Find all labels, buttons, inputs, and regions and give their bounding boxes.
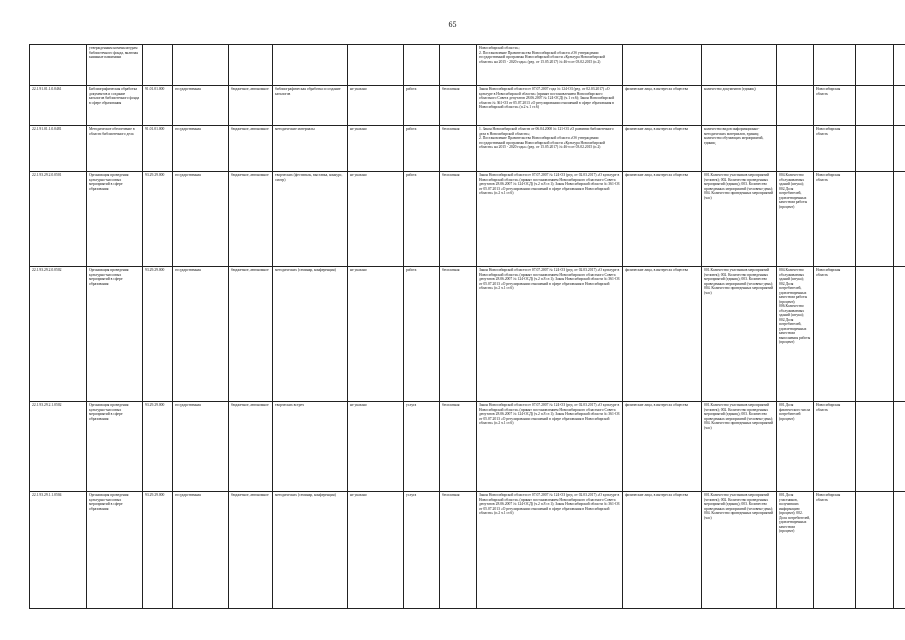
cell-volume: 001.Доля участников, получивших информацию (процент); 002. Доля потребителей, удовлетворенных качеством (процент) — [777, 492, 814, 609]
cell-extra2 — [894, 402, 905, 492]
cell-consumers: физические лица, в интересах общества — [623, 402, 702, 492]
cell-name: Организация проведения культурно-массовых мероприятий в сфере образования — [87, 267, 143, 402]
cell-code: 22.1.91.01.1.0.0461 — [30, 86, 87, 126]
cell-kind — [404, 45, 440, 86]
cell-okved: 93.29.29.000 — [143, 402, 173, 492]
cell-indicators — [702, 45, 777, 86]
cell-extra1 — [856, 267, 894, 402]
cell-code: 22.1.93.29.1.1.0504 — [30, 492, 87, 609]
cell-content: библиографическая обработка и создание каталогов — [273, 86, 348, 126]
cell-payment: не указано — [348, 172, 404, 267]
cell-payment: не указано — [348, 492, 404, 609]
cell-payment — [348, 45, 404, 86]
cell-cost: бесплатная — [440, 267, 477, 402]
cell-legal-basis: 1. Закон Новосибирской области от 06.04.2000 № 121-ОЗ «О развитии библиотечного дела в Новосибирской области»; 2. Постановление Правительства Новосибирской области «Об утверждении государственной программы Новосибирской области «Культура Новосибирской области» на 2015 - 2020 годы» (ред. от 15.05.2017) № 46-п от 03.02.2015 (п.2) — [477, 126, 623, 172]
cell-volume — [777, 126, 814, 172]
cell-form: государственная — [173, 172, 229, 267]
table-row — [30, 492, 905, 609]
cell-institution-type: бюджетное, автономное — [229, 267, 273, 402]
table-row — [30, 126, 905, 172]
cell-consumers: физические лица, в интересах общества — [623, 172, 702, 267]
cell-name: Организация проведения культурно-массовых мероприятий в сфере образования — [87, 402, 143, 492]
cell-content — [273, 45, 348, 86]
cell-payment: не указано — [348, 126, 404, 172]
cell-form: государственная — [173, 267, 229, 402]
cell-authority: Новосибирская область — [814, 267, 856, 402]
cell-legal-basis: Закон Новосибирской области от 07.07.2007 № 124-ОЗ (ред. от 02.03.2017) «О культуре в Новосибирской области» (принят постановлением Новосибирского областного Совета депутатов 28.06.2007 № 124-ОСД) (ч.2 п.8 ст.1); Закон Новосибирской области № 361-ОЗ от 05.07.2013 «О регулировании отношений в сфере образования в Новосибирской области» (п.2 ч.1 ст.6) — [477, 172, 623, 267]
cell-payment: не указано — [348, 402, 404, 492]
cell-content: творческих встреч — [273, 402, 348, 492]
cell-legal-basis: Новосибирской области»; 2. Постановление Правительства Новосибирской области «Об утверждении государственной программы Новосибирской области «Культура Новосибирской области» на 2015 - 2020 годы» (ред. от 15.05.2017) № 46-п от 03.02.2015 (п.2) — [477, 45, 623, 86]
cell-legal-basis: Закон Новосибирской области от 07.07.2007 № 124-ОЗ (ред. от 02.03.2017) «О культуре в Новосибирской области» (принят постановлением Новосибирского областного Совета депутатов 28.06.2007 № 124-ОСД) (ч.2 п.8 ст.1); Закон Новосибирской области № 361-ОЗ от 05.07.2013 «О регулировании отношений в сфере образования в Новосибирской области» (п.2 ч.1 ст.6) — [477, 267, 623, 402]
cell-indicators: 001.Количество участников мероприятий (человек); 002. Количество проведенных мероприятий (единиц); 003. Количество проведенных мероприятий (человеко-день); 004. Количество проведенных мероприятий (час) — [702, 267, 777, 402]
cell-institution-type: бюджетное, автономное — [229, 492, 273, 609]
cell-extra2 — [894, 126, 905, 172]
cell-extra1 — [856, 86, 894, 126]
cell-consumers: физические лица, в интересах общества — [623, 492, 702, 609]
cell-authority: Новосибирская область — [814, 126, 856, 172]
cell-okved: 91.01.01.000 — [143, 126, 173, 172]
cell-indicators: количество документов (единиц) — [702, 86, 777, 126]
cell-extra2 — [894, 86, 905, 126]
table-row — [30, 86, 905, 126]
cell-kind: услуга — [404, 402, 440, 492]
cell-authority: Новосибирская область — [814, 402, 856, 492]
cell-okved: 93.29.29.000 — [143, 172, 173, 267]
cell-cost: бесплатная — [440, 126, 477, 172]
cell-consumers — [623, 45, 702, 86]
service-registry-table — [29, 44, 905, 609]
cell-code: 22.1.93.29.2.0.0502 — [30, 267, 87, 402]
cell-code: 22.1.93.29.2.0.0501 — [30, 172, 87, 267]
cell-form: государственная — [173, 126, 229, 172]
cell-cost: бесплатная — [440, 492, 477, 609]
cell-legal-basis: Закон Новосибирской области от 07.07.2007 № 124-ОЗ (ред. от 02.03.2017) «О культуре в Новосибирской области» (принят постановлением Новосибирского областного Совета депутатов 28.06.2007 № 124-ОСД) (ч.2 п.8 ст.1); Закон Новосибирской области № 361-ОЗ от 05.07.2013 «О регулировании отношений в сфере образования в Новосибирской области» (п.2 ч.1 ст.6) — [477, 402, 623, 492]
cell-cost — [440, 45, 477, 86]
cell-authority: Новосибирская область — [814, 86, 856, 126]
cell-extra2 — [894, 45, 905, 86]
cell-content: методических (семинар, конференция) — [273, 492, 348, 609]
cell-kind: работа — [404, 126, 440, 172]
cell-cost: бесплатная — [440, 402, 477, 492]
cell-code — [30, 45, 87, 86]
cell-payment: не указано — [348, 86, 404, 126]
cell-authority: Новосибирская область — [814, 172, 856, 267]
cell-okved: 91.01.01.000 — [143, 86, 173, 126]
cell-extra2 — [894, 172, 905, 267]
cell-extra1 — [856, 402, 894, 492]
cell-volume — [777, 86, 814, 126]
cell-content: методические материалы — [273, 126, 348, 172]
cell-okved — [143, 45, 173, 86]
cell-kind: услуга — [404, 492, 440, 609]
cell-extra1 — [856, 172, 894, 267]
cell-indicators: 001.Количество участников мероприятий (человек); 002. Количество проведенных мероприятий (единиц); 003. Количество проведенных мероприятий (человеко-день); 004. Количество проведенных мероприятий (час) — [702, 172, 777, 267]
cell-institution-type: бюджетное, автономное — [229, 172, 273, 267]
cell-extra1 — [856, 492, 894, 609]
cell-content: методических (семинар, конференция) — [273, 267, 348, 402]
cell-legal-basis: Закон Новосибирской области от 07.07.2007 № 124-ОЗ (ред. от 02.03.2017) «О культуре в Новосибирской области» (принят постановлением Новосибирского областного Совета депутатов 28.06.2007 № 124-ОСД) (ч.2 п.8 ст.1); Закон Новосибирской области № 361-ОЗ от 05.07.2013 «О регулировании отношений в сфере образования в Новосибирской области» (п.2 ч.1 ст.6) — [477, 492, 623, 609]
cell-extra1 — [856, 126, 894, 172]
cell-volume: 004.Количество обслуживаемых зданий (штука); 002.Доля потребителей, удовлетворенных качеством работы (процент); 006.Количество обслуживаемых зданий (штука); 002.Доля потребителей, удовлетворенных качеством выполнения работы (процент) — [777, 267, 814, 402]
page-number: 65 — [448, 20, 457, 29]
cell-name: Библиографическая обработка документов и создание каталогов библиотечного фонда в сфере образования — [87, 86, 143, 126]
table-row — [30, 45, 905, 86]
cell-kind: работа — [404, 86, 440, 126]
cell-form: государственная — [173, 492, 229, 609]
cell-authority — [814, 45, 856, 86]
cell-indicators: 001.Количество участников мероприятий (человек); 002. Количество проведенных мероприятий (единиц); 003. Количество проведенных мероприятий (человеко-день); 004. Количество проведенных мероприятий (час) — [702, 402, 777, 492]
cell-content: творческих (фестиваль, выставка, конкурс, смотр) — [273, 172, 348, 267]
cell-extra2 — [894, 492, 905, 609]
cell-volume — [777, 45, 814, 86]
cell-extra2 — [894, 267, 905, 402]
cell-institution-type — [229, 45, 273, 86]
cell-institution-type: бюджетное, автономное — [229, 86, 273, 126]
cell-okved: 93.29.29.000 — [143, 492, 173, 609]
cell-form: государственная — [173, 402, 229, 492]
cell-indicators: количество видов информационно-методических материалов, единиц; количество обучающих мероприятий, единиц — [702, 126, 777, 172]
cell-consumers: физические лица, в интересах общества — [623, 267, 702, 402]
cell-authority: Новосибирская область — [814, 492, 856, 609]
cell-consumers: физические лица, в интересах общества — [623, 126, 702, 172]
table-row — [30, 172, 905, 267]
cell-legal-basis: Закон Новосибирской области от 07.07.2007 года № 124-ОЗ (ред. от 02.03.2017) «О культуре в Новосибирской области» (принят постановлением Новосибирского областного Совета депутатов 28.06.2007 № 124-ОСД) (ч.1 ст.6); Закон Новосибирской области № 361-ОЗ от 05.07.2013 «О регулировании отношений в сфере образования в Новосибирской области» (п.2 ч.1 ст.6) — [477, 86, 623, 126]
cell-code: 22.1.93.29.2.1.0502 — [30, 402, 87, 492]
table-row — [30, 402, 905, 492]
cell-extra1 — [856, 45, 894, 86]
cell-cost: бесплатная — [440, 86, 477, 126]
cell-okved: 93.29.29.000 — [143, 267, 173, 402]
cell-name: Методическое обеспечение в области библиотечного дела — [87, 126, 143, 172]
cell-name: утвержденным номенклатурам библиотечного фонда, включая книжные памятники — [87, 45, 143, 86]
cell-kind: работа — [404, 267, 440, 402]
cell-form — [173, 45, 229, 86]
cell-payment: не указано — [348, 267, 404, 402]
cell-institution-type: бюджетное, автономное — [229, 402, 273, 492]
cell-kind: работа — [404, 172, 440, 267]
cell-consumers: физические лица, в интересах общества — [623, 86, 702, 126]
cell-cost: бесплатная — [440, 172, 477, 267]
table-body — [30, 45, 905, 609]
table-row — [30, 267, 905, 402]
cell-name: Организация проведения культурно-массовых мероприятий в сфере образования — [87, 492, 143, 609]
cell-name: Организация проведения культурно-массовых мероприятий в сфере образования — [87, 172, 143, 267]
cell-institution-type: бюджетное, автономное — [229, 126, 273, 172]
cell-code: 22.1.91.01.1.0.0481 — [30, 126, 87, 172]
cell-volume: 004.Количество обслуживаемых зданий (штука); 002.Доля потребителей, удовлетворенных качеством работы (процент) — [777, 172, 814, 267]
cell-volume: 001.Доля фактического числа потребителей (процент) — [777, 402, 814, 492]
cell-form: государственная — [173, 86, 229, 126]
cell-indicators: 001.Количество участников мероприятий (человек); 002. Количество проведенных мероприятий (единиц); 003. Количество проведенных мероприятий (человеко-день); 004. Количество проведенных мероприятий (час) — [702, 492, 777, 609]
